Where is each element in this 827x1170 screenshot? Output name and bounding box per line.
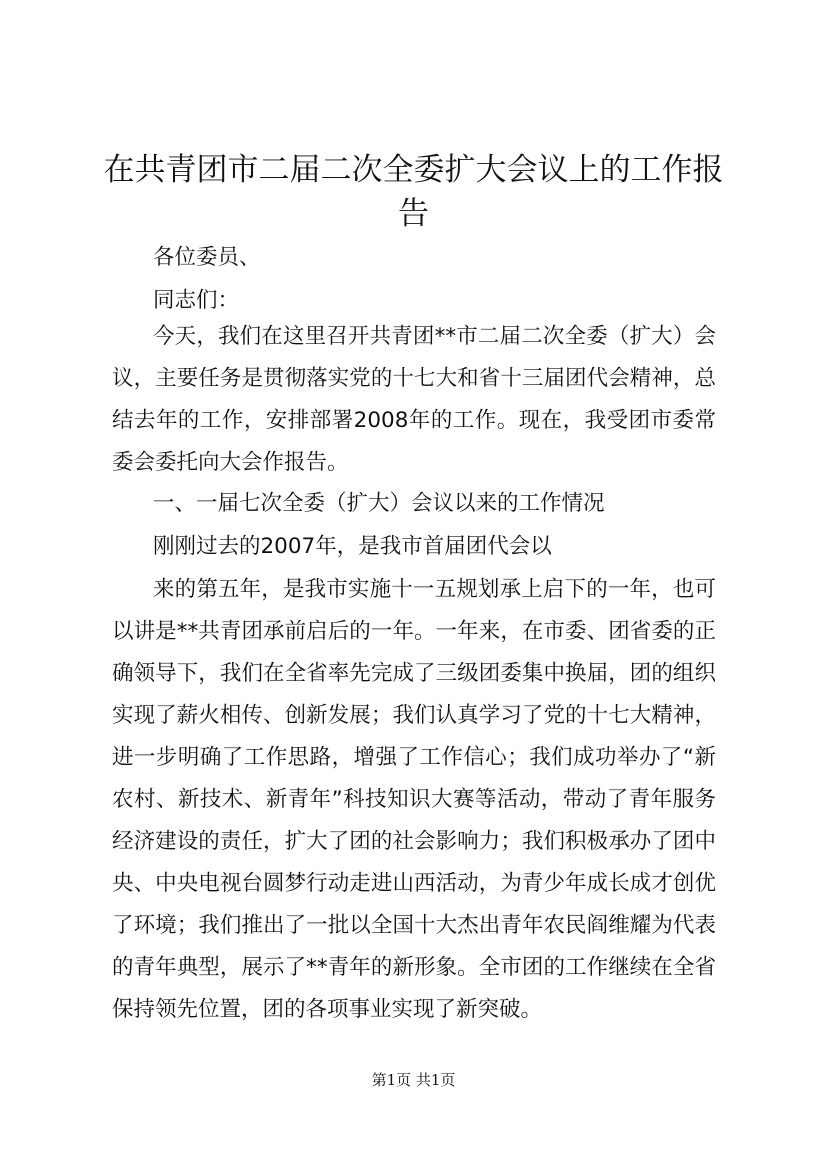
paragraph-line: 来的第五年，是我市实施十一五规划承上启下的一年，也可: [153, 577, 716, 602]
section-heading: 一、一届七次全委（扩大）会议以来的工作情况: [153, 491, 605, 516]
paragraph-line: 保持领先位置，团的各项事业实现了新突破。: [112, 997, 543, 1022]
paragraph-line: 刚刚过去的2007年，是我市首届团代会以: [153, 534, 552, 559]
paragraph-line: 委会委托向大会作报告。: [112, 450, 349, 475]
paragraph-line: 农村、新技术、新青年”科技知识大赛等活动，带动了青年服务: [112, 787, 716, 812]
paragraph-line: 经济建设的责任，扩大了团的社会影响力；我们积极承办了团中: [112, 829, 716, 854]
paragraph-line: 的青年典型，展示了**青年的新形象。全市团的工作继续在全省: [112, 955, 716, 980]
paragraph-line: 确领导下，我们在全省率先完成了三级团委集中换届，团的组织: [112, 661, 716, 686]
paragraph-line: 实现了薪火相传、创新发展；我们认真学习了党的十七大精神，: [112, 703, 716, 728]
paragraph-line: 结去年的工作，安排部署2008年的工作。现在，我受团市委常: [112, 408, 716, 433]
salutation-line-1: 各位委员、: [153, 245, 261, 270]
document-title-line-2: 告: [398, 196, 429, 232]
paragraph-line: 央、中央电视台圆梦行动走进山西活动，为青少年成长成才创优: [112, 871, 716, 896]
document-title-line-1: 在共青团市二届二次全委扩大会议上的工作报: [103, 152, 724, 188]
paragraph-line: 议，主要任务是贯彻落实党的十七大和省十三届团代会精神，总: [112, 366, 716, 391]
paragraph-line: 以讲是**共青团承前启后的一年。一年来，在市委、团省委的正: [112, 619, 716, 644]
paragraph-line: 进一步明确了工作思路，增强了工作信心；我们成功举办了“新: [112, 745, 716, 770]
paragraph-line: 了环境；我们推出了一批以全国十大杰出青年农民阎维耀为代表: [112, 913, 716, 938]
page-number-footer: 第1页 共1页: [371, 1071, 456, 1089]
paragraph-line: 今天，我们在这里召开共青团**市二届二次全委（扩大）会: [153, 324, 716, 349]
salutation-line-2: 同志们：: [153, 288, 240, 313]
